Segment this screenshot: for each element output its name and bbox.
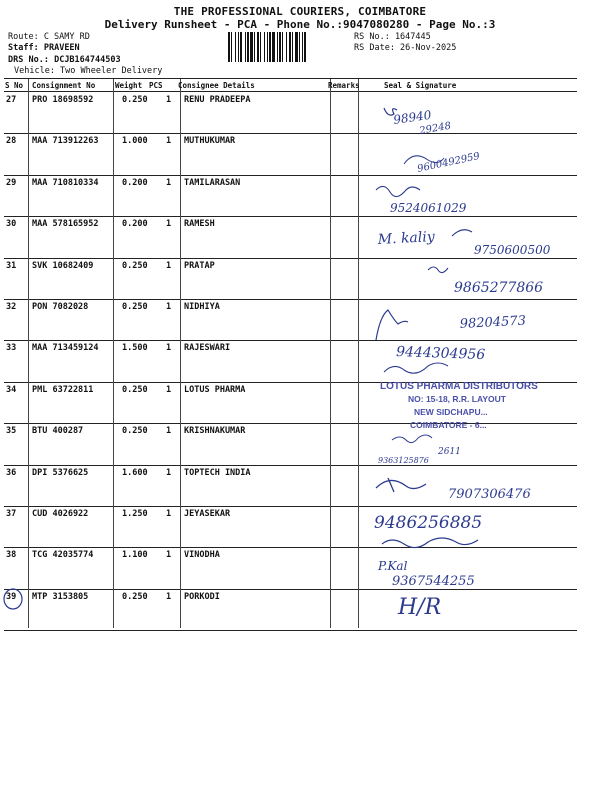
cell-pcs: 1 xyxy=(166,426,172,437)
cell-sno: 28 xyxy=(6,136,17,147)
cell-consignment: CUD 4026922 xyxy=(32,509,89,519)
barcode-bar xyxy=(245,32,246,62)
cell-consignment: MTP 3153805 xyxy=(32,591,89,602)
row-divider xyxy=(4,547,577,548)
row-divider xyxy=(4,423,577,424)
stamp-line-2: NO: 15-18, R.R. LAYOUT xyxy=(408,394,506,404)
barcode-bar xyxy=(247,32,249,62)
row-divider xyxy=(4,133,577,134)
row-29-signature-stroke xyxy=(376,186,420,196)
cell-consignee: VINODHA xyxy=(184,550,220,561)
cell-sno: 33 xyxy=(6,343,17,354)
stamp-line-3: NEW SIDCHAPU... xyxy=(414,407,488,417)
cell-consignment: MAA 710810334 xyxy=(32,177,99,188)
barcode-bar xyxy=(277,32,278,62)
row-38-handwriting-phone: 9367544255 xyxy=(392,574,475,589)
row-divider xyxy=(4,465,577,466)
cell-weight: 0.250 xyxy=(122,302,148,312)
cell-consignment: SVK 10682409 xyxy=(32,260,94,271)
row-divider xyxy=(4,630,577,631)
col-divider-sno xyxy=(28,79,29,628)
cell-consignee: RAMESH xyxy=(184,219,215,230)
cell-consignee: PORKODI xyxy=(184,591,220,602)
barcode-bar xyxy=(240,32,242,62)
stamp-line-1: LOTUS PHARMA DISTRIBUTORS xyxy=(380,381,538,392)
cell-consignee: KRISHNAKUMAR xyxy=(184,426,246,437)
cell-pcs: 1 xyxy=(166,509,172,519)
row-38-handwriting-name: P.Kal xyxy=(378,559,408,573)
row-33-handwriting: 9444304956 xyxy=(395,344,486,364)
col-divider-consignment xyxy=(113,79,114,628)
barcode-bar xyxy=(302,32,303,62)
barcode-bar xyxy=(295,32,298,62)
drs-line xyxy=(8,55,121,65)
drs-value: DCJB164744503 xyxy=(54,55,121,65)
row-32-signature-stroke xyxy=(376,310,408,340)
barcode-bar xyxy=(235,32,236,62)
barcode-bar xyxy=(254,32,255,62)
barcode-bar xyxy=(279,32,281,62)
barcode-bar xyxy=(257,32,259,62)
cell-pcs: 1 xyxy=(166,136,172,147)
cell-consignment: MAA 713459124 xyxy=(32,343,99,354)
row-31-signature-stroke xyxy=(428,267,448,273)
row-divider xyxy=(4,216,577,217)
company-title: THE PROFESSIONAL COURIERS, COIMBATORE xyxy=(173,5,427,18)
row-28-signature-stroke xyxy=(404,156,444,164)
row-divider xyxy=(4,382,577,383)
barcode-image xyxy=(228,32,350,62)
cell-sno: 38 xyxy=(6,550,17,561)
table-header-border xyxy=(4,91,577,92)
barcode-bar xyxy=(231,32,232,62)
row-33-signature-stroke xyxy=(384,363,448,373)
cell-weight: 1.000 xyxy=(122,136,148,147)
row-39-handwriting: H/R xyxy=(398,595,442,620)
cell-consignee: NIDHIYA xyxy=(184,302,220,312)
header-pcs: PCS xyxy=(149,81,163,90)
cell-pcs: 1 xyxy=(166,219,172,230)
barcode-bar xyxy=(250,32,253,62)
cell-weight: 0.250 xyxy=(122,426,148,437)
route-label: Route: C SAMY RD xyxy=(8,32,90,42)
row-35-handwriting-b: 2611 xyxy=(438,447,461,457)
cell-weight: 0.250 xyxy=(122,95,148,105)
cell-sno: 32 xyxy=(6,302,17,312)
row-27-handwriting-a: 98940 xyxy=(392,107,433,127)
cell-sno: 29 xyxy=(6,177,17,188)
cell-pcs: 1 xyxy=(166,550,172,561)
cell-consignment: MAA 578165952 xyxy=(32,219,99,230)
row-30-signature-stroke xyxy=(452,230,472,236)
cell-weight: 1.100 xyxy=(122,550,148,561)
barcode-bar xyxy=(228,32,230,62)
barcode-bar xyxy=(264,32,265,62)
barcode-bar xyxy=(260,32,261,62)
cell-weight: 0.250 xyxy=(122,384,148,395)
cell-consignment: PON 7082028 xyxy=(32,302,89,312)
cell-sno: 30 xyxy=(6,219,17,230)
row-27-signature-stroke xyxy=(384,108,397,115)
barcode-bar xyxy=(289,32,291,62)
staff-label: Staff: xyxy=(8,43,39,53)
rs-date: RS Date: 26-Nov-2025 xyxy=(354,43,457,53)
row-31-handwriting: 9865277866 xyxy=(454,280,544,296)
header-consignee: Consignee Details xyxy=(178,81,255,90)
barcode-bar xyxy=(269,32,271,62)
row-divider xyxy=(4,589,577,590)
cell-consignment: DPI 5376625 xyxy=(32,467,89,478)
barcode-bar xyxy=(272,32,275,62)
cell-weight: 1.250 xyxy=(122,509,148,519)
cell-pcs: 1 xyxy=(166,343,172,354)
row-divider xyxy=(4,258,577,259)
row-30-handwriting-phone: 9750600500 xyxy=(474,243,551,257)
col-divider-weight xyxy=(180,79,181,628)
row-divider xyxy=(4,340,577,341)
cell-consignee: MUTHUKUMAR xyxy=(184,136,236,147)
cell-consignee: RAJESWARI xyxy=(184,343,231,354)
runsheet-subtitle: Delivery Runsheet - PCA - Phone No.:9047080280 - Page No.:3 xyxy=(104,18,496,31)
cell-pcs: 1 xyxy=(166,591,172,602)
cell-consignment: PML 63722811 xyxy=(32,384,94,395)
barcode-bar xyxy=(267,32,268,62)
cell-consignee: TAMILARASAN xyxy=(184,177,241,188)
barcode-bar xyxy=(286,32,287,62)
header-remarks: Remarks xyxy=(328,81,360,90)
header-sno: S No xyxy=(5,81,24,90)
cell-consignee: LOTUS PHARMA xyxy=(184,384,246,395)
barcode-bar xyxy=(299,32,300,62)
cell-weight: 0.250 xyxy=(122,260,148,271)
header-consignment: Consignment No xyxy=(32,81,96,90)
cell-consignee: TOPTECH INDIA xyxy=(184,467,251,478)
cell-weight: 1.600 xyxy=(122,467,148,478)
row-37-handwriting: 9486256885 xyxy=(374,513,483,533)
row-30-handwriting-name: M. kaliy xyxy=(377,229,436,248)
cell-sno: 31 xyxy=(6,260,17,271)
barcode-bar xyxy=(292,32,293,62)
col-divider-consignee xyxy=(330,79,331,628)
cell-pcs: 1 xyxy=(166,177,172,188)
cell-consignee: PRATAP xyxy=(184,260,215,271)
cell-pcs: 1 xyxy=(166,302,172,312)
row-divider xyxy=(4,506,577,507)
cell-consignment: TCG 42035774 xyxy=(32,550,94,561)
row-divider xyxy=(4,175,577,176)
cell-sno: 27 xyxy=(6,95,17,105)
cell-consignment: MAA 713912263 xyxy=(32,136,99,147)
stamp-line-4: COIMBATORE - 6... xyxy=(410,420,487,430)
barcode-bar xyxy=(238,32,239,62)
cell-weight: 0.250 xyxy=(122,591,148,602)
cell-consignee: RENU PRADEEPA xyxy=(184,95,251,105)
vehicle-label: Vehicle: Two Wheeler Delivery xyxy=(14,66,163,76)
table-top-border xyxy=(4,78,577,79)
header-seal: Seal & Signature xyxy=(384,81,457,90)
cell-sno: 34 xyxy=(6,384,17,395)
rs-number: RS No.: 1647445 xyxy=(354,32,431,42)
cell-sno: 39 xyxy=(6,591,17,602)
row-29-handwriting: 9524061029 xyxy=(390,201,467,215)
header-weight: Weight xyxy=(115,81,143,90)
row-27-handwriting-b: 29248 xyxy=(418,120,452,137)
cell-weight: 1.500 xyxy=(122,343,148,354)
row-28-handwriting: 9600492959 xyxy=(416,150,481,175)
cell-sno: 36 xyxy=(6,467,17,478)
cell-pcs: 1 xyxy=(166,467,172,478)
staff-value: PRAVEEN xyxy=(43,43,80,53)
cell-consignee: JEYASEKAR xyxy=(184,509,231,519)
col-divider-remarks xyxy=(358,79,359,628)
cell-consignment: BTU 400287 xyxy=(32,426,84,437)
cell-weight: 0.200 xyxy=(122,177,148,188)
cell-weight: 0.200 xyxy=(122,219,148,230)
cell-pcs: 1 xyxy=(166,260,172,271)
row-32-handwriting: 98204573 xyxy=(459,313,527,332)
cell-sno: 37 xyxy=(6,509,17,519)
row-35-handwriting-a: 9363125876 xyxy=(378,456,429,465)
cell-pcs: 1 xyxy=(166,95,172,105)
cell-pcs: 1 xyxy=(166,384,172,395)
barcode-bar xyxy=(304,32,306,62)
staff-line xyxy=(8,43,80,53)
row-divider xyxy=(4,299,577,300)
drs-label: DRS No.: xyxy=(8,55,49,65)
row-35-signature-stroke xyxy=(392,435,432,443)
barcode-bar xyxy=(282,32,283,62)
cell-sno: 35 xyxy=(6,426,17,437)
row-36-handwriting: 7907306476 xyxy=(448,487,531,502)
cell-consignment: PRO 18698592 xyxy=(32,95,94,105)
row-36-signature-stroke xyxy=(376,478,426,492)
